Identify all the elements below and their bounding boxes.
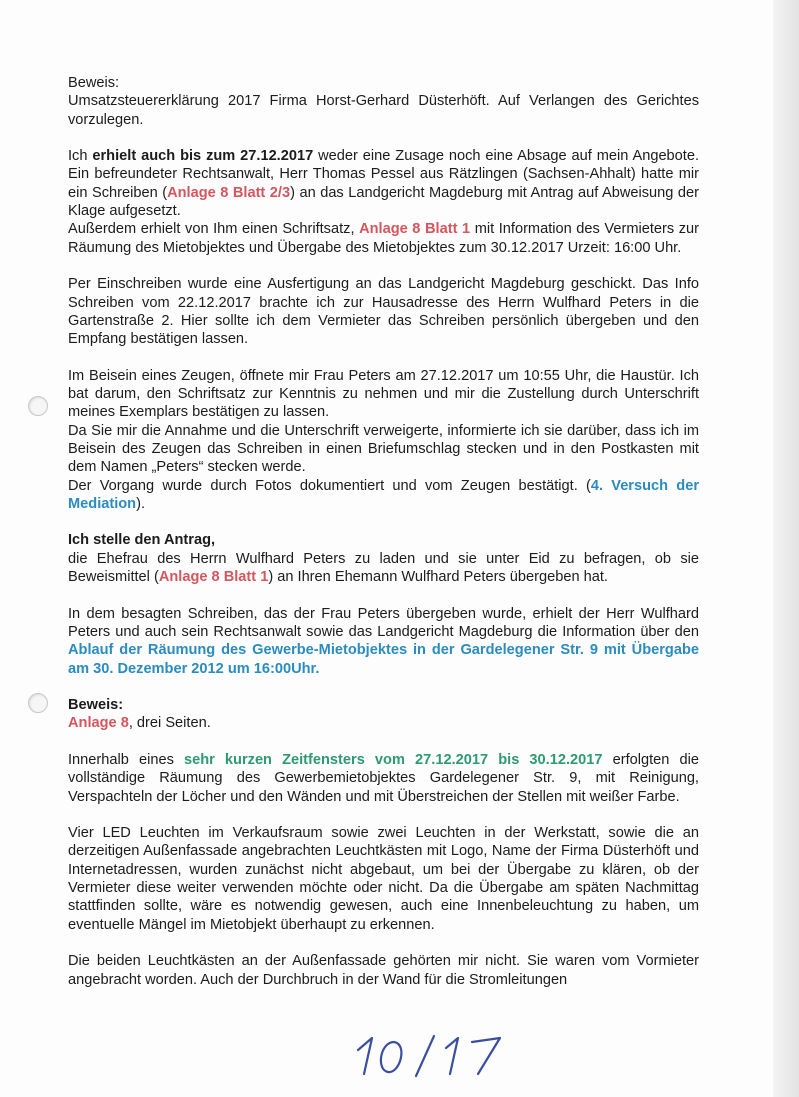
text-run: ) an Ihren Ehemann Wulfhard Peters übergeben hat. [268, 569, 608, 586]
text-run: In dem besagten Schreiben, das der Frau Peters übergeben wurde, erhielt der Herr Wulfhard Peters und auch sein Rechtsanwalt sowie das Landgericht Magdeburg die Information über den [68, 605, 699, 640]
annex-reference: Anlage 8 Blatt 1 [359, 221, 471, 238]
text-run: Im Beisein eines Zeugen, öffnete mir Frau Peters am 27.12.2017 um 10:55 Uhr, die Haustür. Ich bat darum, den Schriftsatz zur Kenntnis zu nehmen und mir die Zustellung durch Unterschrift meines Exemplars bestätigen zu lassen. [68, 367, 699, 421]
paragraph-witness [68, 367, 699, 513]
annex-reference: Anlage 8 Blatt 2/3 [167, 184, 291, 201]
paragraph-evidence-annex [68, 696, 699, 733]
bold-date: erhielt auch bis zum 27.12.2017 [92, 148, 314, 165]
text-run: erfolgten die vollständige Räumung des Gewerbemietobjektes Gardelegener Str. 9, mit Reinigung, Verspachteln der Löcher und den Wänden und mit Überstreichen der Stellen mit weißer Farbe. [68, 751, 699, 805]
text-run: ). [136, 495, 146, 512]
paragraph-motion [68, 531, 699, 586]
paragraph-registered-mail: Per Einschreiben wurde eine Ausfertigung an das Landgericht Magdeburg geschickt. Das Info Schreiben vom 22.12.2017 brachte ich zur Hausadresse des Herrn Wulfhard Peters in die Gartenstraße 2. Hier sollte ich dem Vermieter das Schreiben persönlich übergeben und den Empfang bestätigen lassen. [68, 276, 699, 348]
paragraph-led-lights: Vier LED Leuchten im Verkaufsraum sowie zwei Leuchten in der Werkstatt, sowie die an derzeitigen Außenfassade angebrachten Leuchtkästen mit Logo, Name der Firma Düsterhöft und Internetadressen, wurden zunächst nicht abgebaut, um bei der Übergabe zu klären, ob der Vermieter diese weiter verwenden möchte oder nicht. Da die Übergabe am späten Nachmittag stattfinden sollte, wäre es notwendig gewesen, auch eine Innenbeleuchtung zu haben, um eventuelle Mängel im Mietobjekt überhaupt zu erkennen. [68, 825, 699, 933]
handwritten-page-number [350, 1030, 510, 1080]
evidence-heading: Beweis: [68, 697, 124, 714]
text-run: weder eine Zusage noch eine Absage auf mein Angebote. Ein befreundeter Rechtsanwalt, Herr Thomas Pessel aus Rätzlingen (Sachsen-Ahhalt) hatte mir ein Schreiben ( [68, 148, 700, 201]
punch-hole-upper [28, 396, 48, 416]
time-window-highlight: sehr kurzen Zeitfensters vom 27.12.2017 bis 30.12.2017 [183, 751, 603, 768]
text-run: , drei Seiten. [128, 715, 211, 732]
punch-hole-lower [28, 693, 48, 713]
paragraph-light-boxes: Die beiden Leuchtkästen an der Außenfassade gehörten mir nicht. Sie waren vom Vormieter angebracht worden. Auch der Durchbruch in der Wand für die Stromleitungen [68, 953, 699, 988]
eviction-highlight: Ablauf der Räumung des Gewerbe-Mietobjektes in der Gardelegener Str. 9 mit Übergabe am 30. Dezember 2012 um 16:00Uhr. [68, 642, 699, 677]
paragraph-no-response [68, 147, 699, 257]
text-run: mit Information des Vermieters zur Räumung des Mietobjektes und Übergabe des Mietobjektes zum 30.12.2017 Urzeit: 16:00 Uhr. [68, 221, 700, 256]
paragraph-time-window [68, 751, 699, 806]
annex-reference: Anlage 8 [68, 715, 129, 732]
paragraph-evidence-tax [68, 74, 699, 129]
motion-heading: Ich stelle den Antrag, [68, 532, 216, 549]
annex-reference: Anlage 8 Blatt 1 [158, 569, 269, 586]
text-run: Ich [68, 148, 93, 165]
evidence-label: Beweis: [68, 75, 120, 91]
mediation-highlight: 4. Versuch der Mediation [68, 477, 699, 512]
page-edge-shadow [773, 0, 799, 1097]
document-body [68, 74, 699, 989]
evidence-tax-text: Umsatzsteuererklärung 2017 Firma Horst-Gerhard Düsterhöft. Auf Verlangen des Gerichtes vorzulegen. [68, 93, 699, 128]
text-run: Der Vorgang wurde durch Fotos dokumentiert und vom Zeugen bestätigt. ( [68, 477, 591, 494]
text-run: Da Sie mir die Annahme und die Unterschrift verweigerte, informierte ich sie darüber, dass ich im Beisein des Zeugen das Schreiben in einen Briefumschlag stecken und in den Postkasten mit dem Namen „Peters“ stecken werde. [68, 422, 699, 476]
text-run: Innerhalb eines [68, 751, 184, 768]
text-run: die Ehefrau des Herrn Wulfhard Peters zu laden und sie unter Eid zu befragen, ob sie Beweismittel ( [68, 550, 699, 586]
text-run: ) an das Landgericht Magdeburg mit Antrag auf Abweisung der Klage aufgesetzt. [68, 184, 699, 220]
text-run: Außerdem erhielt von Ihm einen Schriftsatz, [68, 221, 360, 238]
paragraph-letter-info [68, 605, 699, 678]
